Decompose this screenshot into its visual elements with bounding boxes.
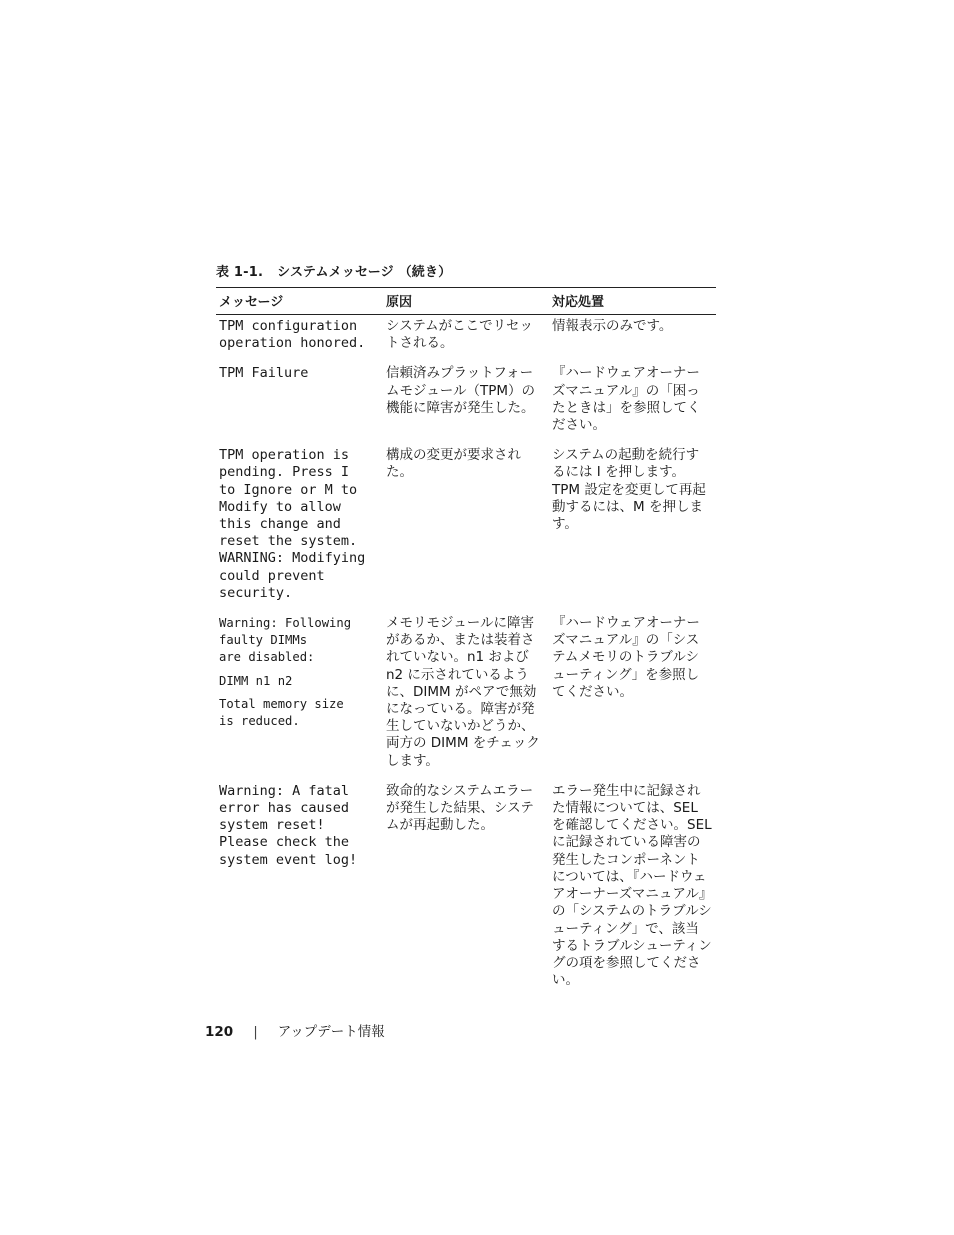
footer-separator: | xyxy=(253,1024,258,1040)
message-cell: TPM configuration operation honored. xyxy=(219,318,366,352)
cause-cell: 構成の変更が要求された。 xyxy=(386,447,521,481)
action-cell: 『ハードウェアオーナーズマニュアル』の「システムメモリのトラブルシューティング」を参照してください。 xyxy=(552,615,700,700)
action-cell: 『ハードウェアオーナーズマニュアル』の「困ったときは」を参照してください。 xyxy=(552,365,701,434)
action-cell: 情報表示のみです。 xyxy=(552,318,673,334)
cause-cell: システムがここでリセットされる。 xyxy=(386,318,534,352)
message-line: DIMM n1 n2 xyxy=(219,673,293,688)
action-cell: システムの起動を続行するには I を押します。TPM 設定を変更して再起動するには、M を押します。 xyxy=(552,447,706,533)
table-caption-label: 表 1-1. xyxy=(216,265,264,280)
message-cell: TPM operation is pending. Press I to Ignore or M to Modify to allow this change and reset the system. WARNING: Modifying could prevent security. xyxy=(219,447,366,601)
cause-cell: 信頼済みプラットフォームモジュール（TPM）の機能に障害が発生した。 xyxy=(386,365,535,416)
table-header-row xyxy=(216,288,716,315)
table-row xyxy=(216,780,716,999)
table-row xyxy=(216,612,716,780)
message-cell: Warning: A fatal error has caused system reset! Please check the system event log! xyxy=(219,782,358,868)
header-cause: 原因 xyxy=(383,288,549,315)
system-messages-table xyxy=(216,287,716,999)
message-line: Total memory size is reduced. xyxy=(219,696,344,729)
table-row xyxy=(216,315,716,363)
page-number: 120 xyxy=(205,1024,234,1040)
message-cell: TPM Failure xyxy=(219,365,309,382)
table-caption xyxy=(216,261,451,280)
footer-section-title: アップデート情報 xyxy=(277,1024,385,1040)
header-action: 対応処置 xyxy=(549,288,716,315)
cause-cell: メモリモジュールに障害があるか、または装着されていない。n1 および n2 に示されているように、DIMM がペアで無効になっている。障害が発生していないかどうか、両方の DIMM をチェックします。 xyxy=(386,615,540,769)
header-message: メッセージ xyxy=(216,288,383,315)
table-row xyxy=(216,362,716,444)
page-footer xyxy=(205,1020,385,1040)
message-line: Warning: Following faulty DIMMs are disabled: xyxy=(219,616,352,665)
cause-cell: 致命的なシステムエラーが発生した結果、システムが再起動した。 xyxy=(386,782,534,834)
action-cell: エラー発生中に記録された情報については、SEL を確認してください。SEL に記録されている障害の発生したコンポーネントについては、『ハードウェアオーナーズマニュアル』の「システムのトラブルシューティング」で、該当するトラブルシューティングの項を参照してください。 xyxy=(552,782,712,989)
message-cell xyxy=(216,612,383,780)
table-caption-title: システムメッセージ （続き） xyxy=(277,265,452,280)
table-row xyxy=(216,444,716,612)
